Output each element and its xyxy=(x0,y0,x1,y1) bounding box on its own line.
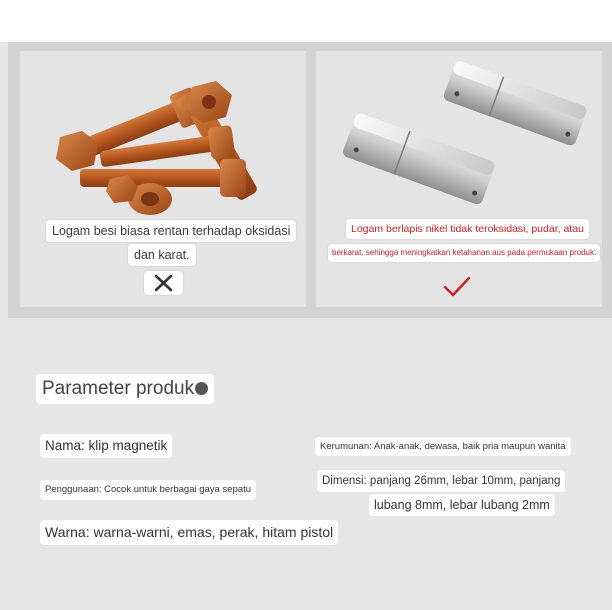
nickel-clips-image xyxy=(316,51,602,221)
rust-caption-line1: Logam besi biasa rentan terhadap oksidasi xyxy=(46,220,296,242)
comparison-section xyxy=(8,42,612,318)
cross-icon xyxy=(144,271,183,295)
check-icon xyxy=(442,275,472,299)
section-title-text: Parameter produk xyxy=(42,378,195,399)
param-usage: Penggunaan: Cocok untuk berbagai gaya sepatu xyxy=(40,480,256,500)
dot-icon xyxy=(195,382,208,395)
rust-caption-line2: dan karat. xyxy=(128,244,196,266)
param-color: Warna: warna-warni, emas, perak, hitam pistol xyxy=(40,520,338,545)
nickel-caption-line2: berkarat, sehingga meningkatkan ketahanan aus pada permukaan produk. xyxy=(328,244,600,262)
rusty-iron-panel xyxy=(20,51,306,307)
section-title xyxy=(36,374,214,404)
top-band xyxy=(0,0,612,42)
param-dimension-line2: lubang 8mm, lebar lubang 2mm xyxy=(369,494,555,516)
nickel-clip-panel xyxy=(316,51,602,307)
param-name: Nama: klip magnetik xyxy=(40,434,172,458)
param-crowd: Kerumunan: Anak-anak, dewasa, baik pria maupun wanita xyxy=(315,437,571,456)
nickel-caption-line1: Logam berlapis nikel tidak teroksidasi, pudar, atau xyxy=(346,219,589,239)
param-dimension-line1: Dimensi: panjang 26mm, lebar 10mm, panjang xyxy=(317,470,565,492)
rusty-bolts-image xyxy=(20,51,306,221)
